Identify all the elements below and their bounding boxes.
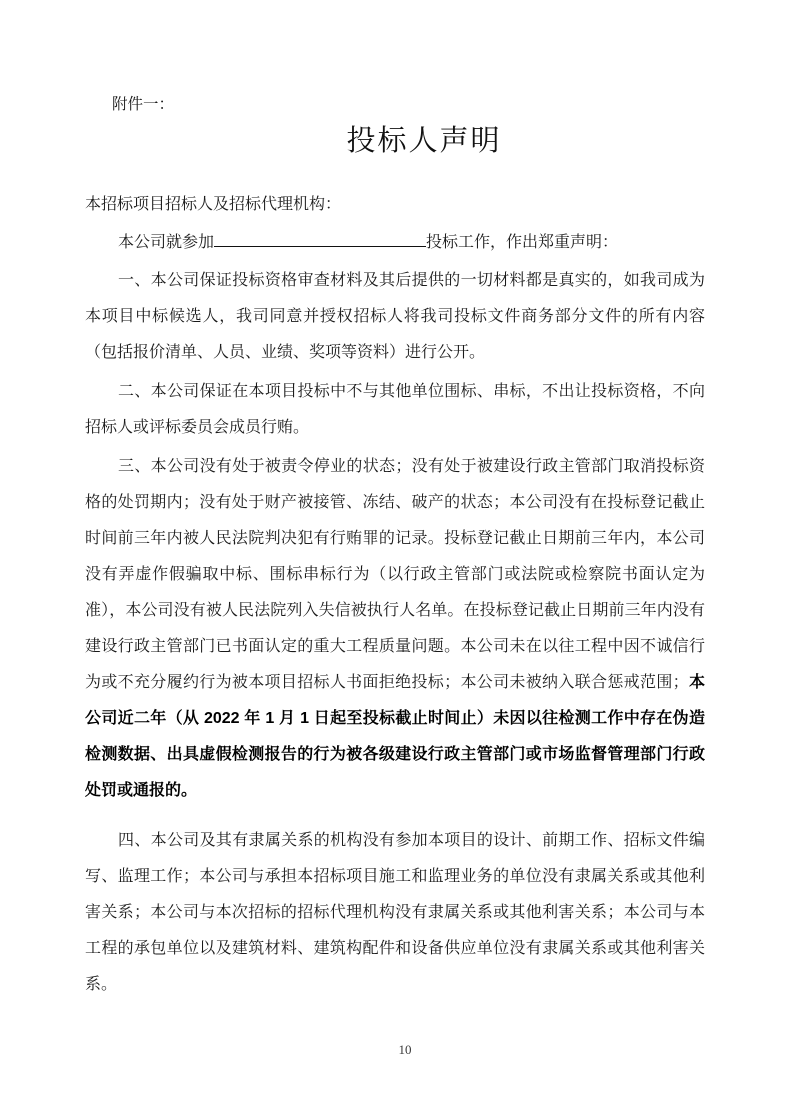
addressee-line: 本招标项目招标人及招标代理机构： [85,196,342,213]
paragraph-3-bold-run: 本公司近二年（从 2022 年 1 月 1 日起至投标截止时间止）未因以往检测工作中存在伪造检测数据、出具虚假检测报告的行为被各级建设行政主管部门或市场监督管理部门行政处罚或通报的。 [85,674,705,799]
fill-in-blank-underline [214,245,426,247]
declaration-paragraph-4: 四、本公司及其有隶属关系的机构没有参加本项目的设计、前期工作、招标文件编写、监理工作；本公司与承担本招标项目施工和监理业务的单位没有隶属关系或其他利害关系；本公司与本次招标的招标代理机构没有隶属关系或其他利害关系；本公司与本工程的承包单位以及建筑材料、建筑构配件和设备供应单位没有隶属关系或其他利害关系。 [85,832,705,993]
declaration-paragraph-1: 一、本公司保证投标资格审查材料及其后提供的一切材料都是真实的，如我司成为本项目中标候选人，我司同意并授权招标人将我司投标文件商务部分文件的所有内容（包括报价清单、人员、业绩、奖项等资料）进行公开。 [85,272,705,361]
intro-suffix: 投标工作，作出郑重声明： [426,234,619,251]
page-number: 10 [398,1042,412,1057]
declaration-paragraphs [85,263,705,1003]
document-content [85,0,705,1003]
declaration-paragraph-3 [85,449,705,809]
document-title: 投标人声明 [346,125,502,157]
intro-line [85,225,705,261]
intro-prefix: 本公司就参加 [118,234,215,251]
declaration-paragraph-2: 二、本公司保证在本项目投标中不与其他单位围标、串标，不出让投标资格，不向招标人或评标委员会成员行贿。 [85,383,705,436]
paragraph-3-normal-run: 三、本公司没有处于被责令停业的状态；没有处于被建设行政主管部门取消投标资格的处罚期内；没有处于财产被接管、冻结、破产的状态；本公司没有在投标登记截止时间前三年内被人民法院判决犯有行贿罪的记录。投标登记截止日期前三年内，本公司没有弄虚作假骗取中标、围标串标行为（以行政主管部门或法院或检察院书面认定为准），本公司没有被人民法院列入失信被执行人名单。在投标登记截止日期前三年内没有建设行政主管部门已书面认定的重大工程质量问题。本公司未在以往工程中因不诚信行为或不充分履约行为被本项目招标人书面拒绝投标；本公司未被纳入联合惩戒范围； [85,458,705,691]
attachment-label: 附件一： [112,96,175,113]
